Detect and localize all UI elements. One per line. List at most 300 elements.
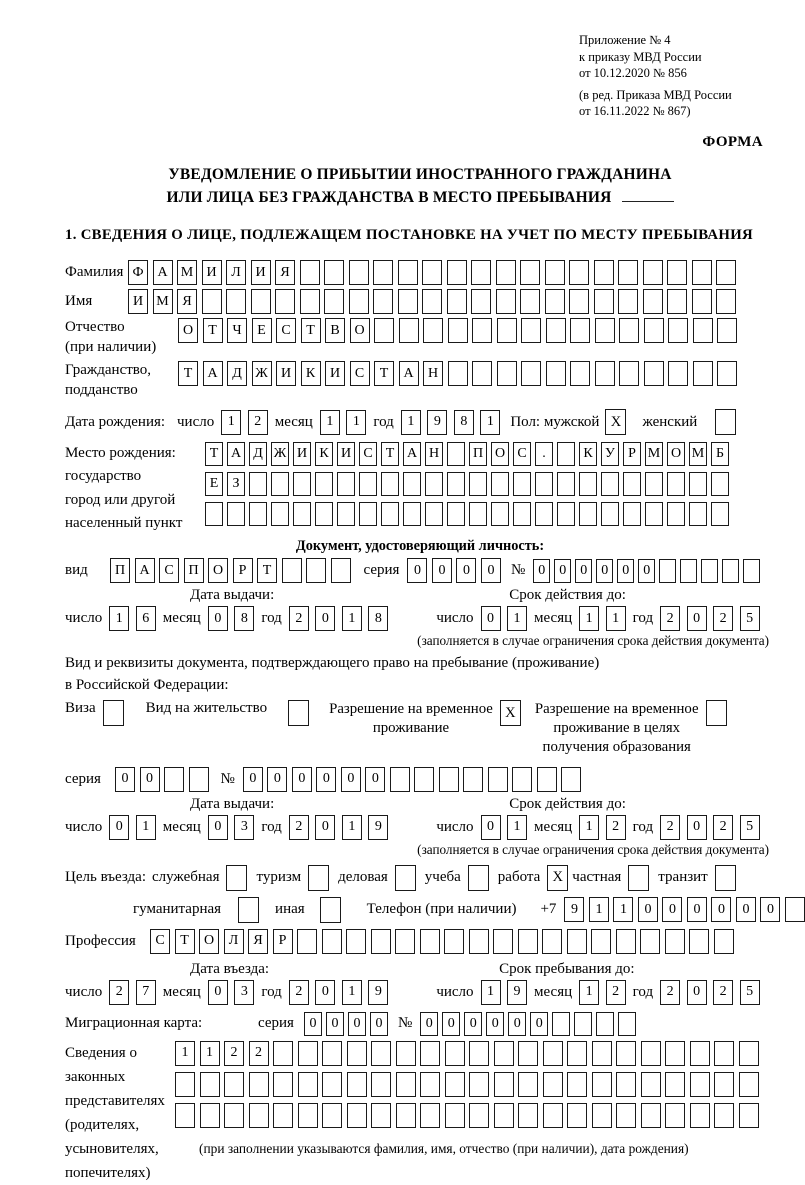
char-cell[interactable] — [641, 1072, 661, 1097]
char-cell[interactable] — [557, 472, 575, 496]
char-cell[interactable]: 1 — [346, 410, 366, 435]
char-cell[interactable] — [601, 502, 619, 526]
char-cell[interactable] — [643, 289, 663, 314]
char-cell[interactable]: 0 — [407, 558, 427, 583]
char-cell[interactable] — [693, 361, 713, 386]
char-cell[interactable] — [331, 558, 351, 583]
char-cell[interactable]: Т — [301, 318, 321, 343]
char-cell[interactable]: 1 — [200, 1041, 220, 1066]
char-cell[interactable] — [535, 472, 553, 496]
char-cell[interactable]: 2 — [713, 815, 733, 840]
char-cell[interactable] — [494, 1041, 514, 1066]
char-cell[interactable] — [469, 502, 487, 526]
char-cell[interactable]: Д — [227, 361, 247, 386]
char-cell[interactable]: 1 — [109, 606, 129, 631]
char-cell[interactable]: Б — [711, 442, 729, 466]
char-cell[interactable] — [641, 1041, 661, 1066]
char-cell[interactable]: А — [135, 558, 155, 583]
char-cell[interactable] — [543, 1103, 563, 1128]
char-cell[interactable] — [403, 472, 421, 496]
temp-permit-checkbox[interactable]: X — [500, 700, 521, 726]
char-cell[interactable]: З — [227, 472, 245, 496]
char-cell[interactable]: Л — [224, 929, 244, 954]
char-cell[interactable] — [496, 289, 516, 314]
char-cell[interactable]: 0 — [292, 767, 312, 792]
char-cell[interactable] — [616, 1041, 636, 1066]
char-cell[interactable] — [322, 1103, 342, 1128]
char-cell[interactable]: О — [350, 318, 370, 343]
char-cell[interactable] — [542, 929, 562, 954]
char-cell[interactable] — [469, 1072, 489, 1097]
char-cell[interactable] — [271, 472, 289, 496]
char-cell[interactable]: 2 — [606, 815, 626, 840]
char-cell[interactable] — [570, 318, 590, 343]
char-cell[interactable]: Л — [226, 260, 246, 285]
purpose-business-checkbox[interactable] — [395, 865, 416, 891]
char-cell[interactable] — [224, 1072, 244, 1097]
char-cell[interactable] — [665, 1072, 685, 1097]
char-cell[interactable] — [557, 502, 575, 526]
char-cell[interactable] — [425, 502, 443, 526]
char-cell[interactable] — [518, 929, 538, 954]
char-cell[interactable] — [680, 559, 697, 583]
char-cell[interactable] — [447, 289, 467, 314]
char-cell[interactable] — [395, 929, 415, 954]
char-cell[interactable] — [398, 289, 418, 314]
char-cell[interactable] — [596, 1012, 614, 1036]
char-cell[interactable]: К — [579, 442, 597, 466]
char-cell[interactable] — [518, 1103, 538, 1128]
char-cell[interactable] — [396, 1041, 416, 1066]
char-cell[interactable]: 0 — [208, 980, 228, 1005]
char-cell[interactable]: 1 — [136, 815, 156, 840]
char-cell[interactable] — [711, 472, 729, 496]
char-cell[interactable] — [444, 929, 464, 954]
char-cell[interactable]: И — [251, 260, 271, 285]
char-cell[interactable] — [520, 289, 540, 314]
char-cell[interactable]: 0 — [638, 559, 655, 583]
edu-permit-checkbox[interactable] — [706, 700, 727, 726]
char-cell[interactable] — [645, 472, 663, 496]
char-cell[interactable] — [594, 260, 614, 285]
char-cell[interactable]: Н — [423, 361, 443, 386]
char-cell[interactable]: С — [276, 318, 296, 343]
char-cell[interactable] — [469, 1041, 489, 1066]
char-cell[interactable] — [471, 260, 491, 285]
char-cell[interactable]: 0 — [442, 1012, 460, 1036]
char-cell[interactable]: 5 — [740, 606, 760, 631]
char-cell[interactable]: 2 — [660, 980, 680, 1005]
char-cell[interactable] — [322, 1041, 342, 1066]
char-cell[interactable] — [521, 361, 541, 386]
char-cell[interactable]: 0 — [315, 980, 335, 1005]
char-cell[interactable]: 0 — [596, 559, 613, 583]
char-cell[interactable] — [665, 1041, 685, 1066]
char-cell[interactable] — [497, 318, 517, 343]
char-cell[interactable]: 0 — [315, 606, 335, 631]
char-cell[interactable]: 0 — [617, 559, 634, 583]
char-cell[interactable] — [249, 1072, 269, 1097]
char-cell[interactable] — [667, 472, 685, 496]
char-cell[interactable] — [619, 318, 639, 343]
char-cell[interactable] — [493, 929, 513, 954]
purpose-work-checkbox[interactable]: X — [547, 865, 568, 891]
char-cell[interactable]: И — [337, 442, 355, 466]
char-cell[interactable]: 2 — [606, 980, 626, 1005]
char-cell[interactable]: 0 — [687, 815, 707, 840]
char-cell[interactable]: П — [469, 442, 487, 466]
char-cell[interactable]: 0 — [662, 897, 682, 922]
char-cell[interactable] — [690, 1072, 710, 1097]
char-cell[interactable]: 0 — [326, 1012, 344, 1036]
char-cell[interactable] — [422, 260, 442, 285]
char-cell[interactable]: 0 — [370, 1012, 388, 1036]
char-cell[interactable] — [359, 502, 377, 526]
char-cell[interactable] — [249, 502, 267, 526]
char-cell[interactable] — [513, 472, 531, 496]
char-cell[interactable] — [447, 472, 465, 496]
char-cell[interactable] — [200, 1072, 220, 1097]
char-cell[interactable]: 0 — [315, 815, 335, 840]
char-cell[interactable] — [447, 502, 465, 526]
char-cell[interactable]: А — [403, 442, 421, 466]
char-cell[interactable] — [716, 289, 736, 314]
char-cell[interactable] — [643, 260, 663, 285]
char-cell[interactable]: И — [276, 361, 296, 386]
char-cell[interactable] — [557, 442, 575, 466]
char-cell[interactable] — [472, 318, 492, 343]
char-cell[interactable]: С — [159, 558, 179, 583]
char-cell[interactable] — [579, 502, 597, 526]
char-cell[interactable] — [448, 318, 468, 343]
char-cell[interactable]: 5 — [740, 980, 760, 1005]
char-cell[interactable]: У — [601, 442, 619, 466]
char-cell[interactable] — [567, 929, 587, 954]
visa-checkbox[interactable] — [103, 700, 124, 726]
char-cell[interactable] — [579, 472, 597, 496]
char-cell[interactable]: 0 — [711, 897, 731, 922]
char-cell[interactable]: 9 — [564, 897, 584, 922]
char-cell[interactable]: И — [128, 289, 148, 314]
char-cell[interactable]: Ч — [227, 318, 247, 343]
char-cell[interactable]: Т — [203, 318, 223, 343]
char-cell[interactable]: М — [645, 442, 663, 466]
char-cell[interactable] — [373, 289, 393, 314]
purpose-official-checkbox[interactable] — [226, 865, 247, 891]
char-cell[interactable] — [381, 472, 399, 496]
char-cell[interactable]: 3 — [234, 815, 254, 840]
char-cell[interactable]: 0 — [760, 897, 780, 922]
residence-permit-checkbox[interactable] — [288, 700, 309, 726]
char-cell[interactable] — [667, 260, 687, 285]
char-cell[interactable]: 2 — [713, 980, 733, 1005]
char-cell[interactable]: 8 — [368, 606, 388, 631]
char-cell[interactable] — [227, 502, 245, 526]
char-cell[interactable] — [689, 472, 707, 496]
char-cell[interactable]: Я — [275, 260, 295, 285]
char-cell[interactable]: 1 — [507, 606, 527, 631]
char-cell[interactable]: 1 — [507, 815, 527, 840]
char-cell[interactable] — [337, 502, 355, 526]
char-cell[interactable] — [488, 767, 508, 792]
char-cell[interactable] — [425, 472, 443, 496]
char-cell[interactable] — [349, 289, 369, 314]
char-cell[interactable]: К — [301, 361, 321, 386]
char-cell[interactable] — [546, 361, 566, 386]
char-cell[interactable] — [640, 929, 660, 954]
char-cell[interactable]: 0 — [575, 559, 592, 583]
char-cell[interactable] — [494, 1072, 514, 1097]
char-cell[interactable] — [545, 289, 565, 314]
char-cell[interactable] — [306, 558, 326, 583]
char-cell[interactable]: П — [110, 558, 130, 583]
char-cell[interactable] — [251, 289, 271, 314]
char-cell[interactable]: Я — [248, 929, 268, 954]
char-cell[interactable] — [347, 1041, 367, 1066]
char-cell[interactable] — [595, 361, 615, 386]
char-cell[interactable]: 1 — [342, 980, 362, 1005]
char-cell[interactable] — [463, 767, 483, 792]
char-cell[interactable]: 1 — [342, 815, 362, 840]
char-cell[interactable]: 0 — [115, 767, 135, 792]
char-cell[interactable] — [249, 1103, 269, 1128]
char-cell[interactable] — [226, 289, 246, 314]
char-cell[interactable] — [701, 559, 718, 583]
char-cell[interactable]: Я — [177, 289, 197, 314]
char-cell[interactable]: 9 — [368, 815, 388, 840]
char-cell[interactable]: 0 — [486, 1012, 504, 1036]
char-cell[interactable] — [420, 929, 440, 954]
char-cell[interactable] — [164, 767, 184, 792]
char-cell[interactable]: И — [325, 361, 345, 386]
char-cell[interactable] — [445, 1072, 465, 1097]
char-cell[interactable]: О — [199, 929, 219, 954]
char-cell[interactable] — [403, 502, 421, 526]
char-cell[interactable]: 1 — [579, 815, 599, 840]
char-cell[interactable] — [398, 260, 418, 285]
char-cell[interactable] — [322, 929, 342, 954]
char-cell[interactable] — [324, 289, 344, 314]
char-cell[interactable] — [667, 502, 685, 526]
char-cell[interactable] — [594, 289, 614, 314]
char-cell[interactable] — [592, 1072, 612, 1097]
char-cell[interactable]: 1 — [480, 410, 500, 435]
char-cell[interactable] — [545, 260, 565, 285]
char-cell[interactable]: 0 — [687, 606, 707, 631]
char-cell[interactable]: О — [208, 558, 228, 583]
char-cell[interactable] — [414, 767, 434, 792]
char-cell[interactable]: 1 — [613, 897, 633, 922]
char-cell[interactable] — [396, 1103, 416, 1128]
char-cell[interactable]: 0 — [533, 559, 550, 583]
char-cell[interactable] — [447, 260, 467, 285]
char-cell[interactable] — [546, 318, 566, 343]
char-cell[interactable]: И — [202, 260, 222, 285]
char-cell[interactable] — [623, 502, 641, 526]
char-cell[interactable] — [300, 289, 320, 314]
char-cell[interactable] — [739, 1103, 759, 1128]
char-cell[interactable]: Т — [257, 558, 277, 583]
char-cell[interactable]: Н — [425, 442, 443, 466]
char-cell[interactable] — [497, 361, 517, 386]
char-cell[interactable] — [205, 502, 223, 526]
char-cell[interactable]: А — [203, 361, 223, 386]
char-cell[interactable]: 0 — [736, 897, 756, 922]
char-cell[interactable] — [659, 559, 676, 583]
char-cell[interactable] — [616, 929, 636, 954]
char-cell[interactable] — [469, 472, 487, 496]
char-cell[interactable] — [711, 502, 729, 526]
char-cell[interactable]: Р — [623, 442, 641, 466]
char-cell[interactable]: 2 — [109, 980, 129, 1005]
char-cell[interactable]: 0 — [464, 1012, 482, 1036]
char-cell[interactable]: Ф — [128, 260, 148, 285]
char-cell[interactable]: 0 — [208, 815, 228, 840]
char-cell[interactable] — [447, 442, 465, 466]
char-cell[interactable]: 8 — [234, 606, 254, 631]
char-cell[interactable]: О — [491, 442, 509, 466]
char-cell[interactable] — [249, 472, 267, 496]
char-cell[interactable]: Д — [249, 442, 267, 466]
char-cell[interactable] — [496, 260, 516, 285]
char-cell[interactable]: Т — [381, 442, 399, 466]
char-cell[interactable] — [668, 361, 688, 386]
char-cell[interactable] — [618, 1012, 636, 1036]
char-cell[interactable]: 2 — [224, 1041, 244, 1066]
char-cell[interactable] — [399, 318, 419, 343]
char-cell[interactable] — [297, 929, 317, 954]
char-cell[interactable] — [743, 559, 760, 583]
char-cell[interactable]: 1 — [579, 980, 599, 1005]
char-cell[interactable] — [469, 929, 489, 954]
char-cell[interactable]: 9 — [427, 410, 447, 435]
char-cell[interactable] — [349, 260, 369, 285]
char-cell[interactable] — [693, 318, 713, 343]
char-cell[interactable] — [298, 1041, 318, 1066]
char-cell[interactable]: 2 — [248, 410, 268, 435]
char-cell[interactable]: В — [325, 318, 345, 343]
char-cell[interactable]: 1 — [481, 980, 501, 1005]
char-cell[interactable] — [689, 929, 709, 954]
female-checkbox[interactable] — [715, 409, 736, 435]
char-cell[interactable] — [315, 502, 333, 526]
char-cell[interactable] — [692, 289, 712, 314]
char-cell[interactable]: 5 — [740, 815, 760, 840]
char-cell[interactable]: Ж — [252, 361, 272, 386]
char-cell[interactable]: С — [513, 442, 531, 466]
char-cell[interactable] — [618, 260, 638, 285]
purpose-other-checkbox[interactable] — [320, 897, 341, 923]
char-cell[interactable] — [552, 1012, 570, 1036]
char-cell[interactable]: 9 — [507, 980, 527, 1005]
char-cell[interactable]: С — [150, 929, 170, 954]
char-cell[interactable] — [537, 767, 557, 792]
char-cell[interactable] — [293, 472, 311, 496]
char-cell[interactable]: 7 — [136, 980, 156, 1005]
char-cell[interactable] — [592, 1103, 612, 1128]
char-cell[interactable]: 2 — [713, 606, 733, 631]
char-cell[interactable] — [717, 318, 737, 343]
char-cell[interactable] — [273, 1103, 293, 1128]
char-cell[interactable]: Е — [252, 318, 272, 343]
char-cell[interactable] — [472, 361, 492, 386]
char-cell[interactable]: А — [227, 442, 245, 466]
char-cell[interactable] — [520, 260, 540, 285]
char-cell[interactable] — [422, 289, 442, 314]
char-cell[interactable]: 9 — [368, 980, 388, 1005]
char-cell[interactable] — [445, 1041, 465, 1066]
char-cell[interactable]: Е — [205, 472, 223, 496]
char-cell[interactable] — [469, 1103, 489, 1128]
char-cell[interactable] — [371, 1041, 391, 1066]
char-cell[interactable]: Ж — [271, 442, 289, 466]
char-cell[interactable] — [689, 502, 707, 526]
char-cell[interactable] — [390, 767, 410, 792]
char-cell[interactable]: 0 — [481, 558, 501, 583]
char-cell[interactable]: И — [293, 442, 311, 466]
purpose-tourism-checkbox[interactable] — [308, 865, 329, 891]
char-cell[interactable]: М — [177, 260, 197, 285]
char-cell[interactable]: 0 — [687, 897, 707, 922]
char-cell[interactable] — [714, 1041, 734, 1066]
char-cell[interactable]: К — [315, 442, 333, 466]
char-cell[interactable]: 1 — [342, 606, 362, 631]
char-cell[interactable] — [423, 318, 443, 343]
char-cell[interactable] — [373, 260, 393, 285]
char-cell[interactable]: 0 — [140, 767, 160, 792]
char-cell[interactable]: 2 — [289, 606, 309, 631]
char-cell[interactable] — [601, 472, 619, 496]
char-cell[interactable]: 2 — [289, 815, 309, 840]
char-cell[interactable] — [641, 1103, 661, 1128]
char-cell[interactable] — [275, 289, 295, 314]
char-cell[interactable] — [371, 929, 391, 954]
char-cell[interactable] — [445, 1103, 465, 1128]
char-cell[interactable] — [471, 289, 491, 314]
char-cell[interactable]: 0 — [638, 897, 658, 922]
char-cell[interactable] — [271, 502, 289, 526]
char-cell[interactable] — [175, 1103, 195, 1128]
char-cell[interactable]: Т — [178, 361, 198, 386]
char-cell[interactable] — [374, 318, 394, 343]
char-cell[interactable]: 1 — [589, 897, 609, 922]
char-cell[interactable]: 1 — [579, 606, 599, 631]
char-cell[interactable] — [667, 289, 687, 314]
char-cell[interactable] — [298, 1072, 318, 1097]
char-cell[interactable]: М — [689, 442, 707, 466]
char-cell[interactable] — [569, 260, 589, 285]
char-cell[interactable] — [439, 767, 459, 792]
char-cell[interactable] — [273, 1072, 293, 1097]
char-cell[interactable] — [324, 260, 344, 285]
char-cell[interactable] — [371, 1103, 391, 1128]
char-cell[interactable] — [645, 502, 663, 526]
char-cell[interactable]: П — [184, 558, 204, 583]
char-cell[interactable]: 0 — [508, 1012, 526, 1036]
char-cell[interactable]: 1 — [320, 410, 340, 435]
char-cell[interactable] — [714, 1072, 734, 1097]
char-cell[interactable] — [396, 1072, 416, 1097]
char-cell[interactable] — [714, 929, 734, 954]
char-cell[interactable] — [722, 559, 739, 583]
char-cell[interactable]: О — [667, 442, 685, 466]
char-cell[interactable]: Т — [205, 442, 223, 466]
char-cell[interactable]: 0 — [208, 606, 228, 631]
char-cell[interactable] — [739, 1041, 759, 1066]
char-cell[interactable] — [337, 472, 355, 496]
char-cell[interactable] — [690, 1103, 710, 1128]
char-cell[interactable] — [716, 260, 736, 285]
